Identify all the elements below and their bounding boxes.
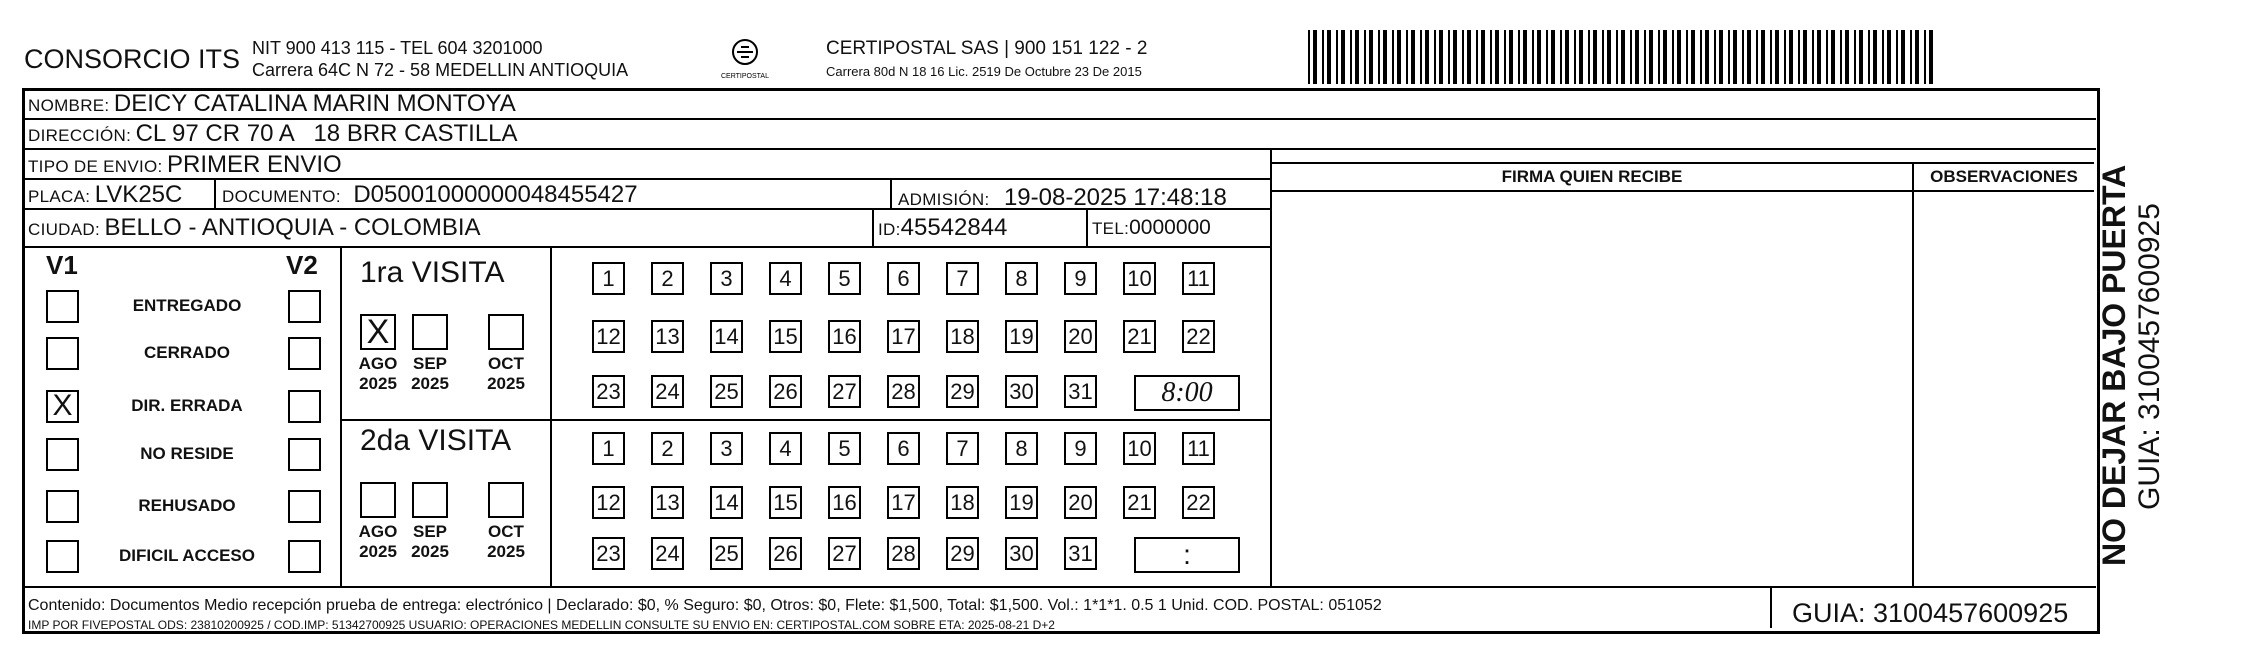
visit1-month-label: AGO xyxy=(358,354,398,373)
visit2-day-box[interactable]: 7 xyxy=(946,432,979,465)
barcode-bar xyxy=(1593,30,1597,84)
barcode-bar xyxy=(1434,30,1436,84)
visit1-day-box[interactable]: 28 xyxy=(887,375,920,408)
visit2-day-box[interactable]: 15 xyxy=(769,486,802,519)
status-label: DIR. ERRADA xyxy=(131,396,243,415)
visit2-day-box[interactable]: 12 xyxy=(592,486,625,519)
tel-field xyxy=(1092,216,1211,240)
visit1-year-label: 2025 xyxy=(411,374,449,393)
barcode-bar xyxy=(1770,30,1772,84)
visit2-day-box[interactable]: 4 xyxy=(769,432,802,465)
barcode-bar xyxy=(1462,30,1464,84)
visit1-day-box[interactable]: 18 xyxy=(946,320,979,353)
visit1-year-label: 2025 xyxy=(359,374,397,393)
barcode-bar xyxy=(1341,30,1345,84)
barcode-bar xyxy=(1728,30,1730,84)
barcode-bar xyxy=(1733,30,1737,84)
tel-label: TEL: xyxy=(1092,219,1130,238)
barcode-bar xyxy=(1588,30,1590,84)
observaciones-area[interactable] xyxy=(1916,192,2092,584)
status-label: DIFICIL ACCESO xyxy=(118,546,255,565)
visit2-day-box[interactable]: 31 xyxy=(1064,537,1097,570)
placa-value: LVK25C xyxy=(94,181,183,208)
company-name: CONSORCIO ITS xyxy=(24,44,241,74)
nit-line: NIT 900 413 115 - TEL 604 3201000 xyxy=(252,38,543,58)
documento-value: D05001000000048455427 xyxy=(353,181,638,208)
visit2-day-box[interactable]: 26 xyxy=(769,537,802,570)
v2-header: V2 xyxy=(286,250,318,280)
footer-line2: IMP POR FIVEPOSTAL ODS: 23810200925 / COD.IMP: 51342700925 USUARIO: OPERACIONES MEDELLIN CONSULTE SU ENVIO EN: CERTIPOSTAL.COM SOBRE ETA: 2025-08-21 D+2 xyxy=(28,618,1055,632)
barcode-bar xyxy=(1504,30,1506,84)
barcode-bar xyxy=(1700,30,1702,84)
barcode-bar xyxy=(1644,30,1646,84)
v1-checkbox[interactable]: X xyxy=(46,390,79,423)
barcode-bar xyxy=(1537,30,1541,84)
barcode-bar xyxy=(1560,30,1562,84)
visit1-title: 1ra VISITA xyxy=(360,256,505,289)
v1-checkbox[interactable] xyxy=(46,337,79,370)
visit1-day-box[interactable]: 24 xyxy=(651,375,684,408)
footer-line1: Contenido: Documentos Medio recepción prueba de entrega: electrónico | Declarado: $0, % Seguro: $0, Otros: $0, Flete: $1,500, Total: $1,500. Vol.: 1*1*1. 0.5 1 Unid. COD. POSTAL: 051052 xyxy=(28,597,1382,614)
barcode-bar xyxy=(1649,30,1653,84)
documento-field xyxy=(222,181,638,209)
ciudad-field xyxy=(28,214,481,242)
visit2-day-box[interactable]: 9 xyxy=(1064,432,1097,465)
barcode-bar xyxy=(1420,30,1422,84)
nombre-label: NOMBRE: xyxy=(28,96,110,115)
visit2-month-box[interactable] xyxy=(412,482,448,518)
visit1-year-label: 2025 xyxy=(487,374,525,393)
barcode-bar xyxy=(1453,30,1457,84)
observaciones-label: OBSERVACIONES xyxy=(1930,167,2078,186)
carrier-line: CERTIPOSTAL SAS | 900 151 122 - 2 xyxy=(826,38,1148,59)
barcode-bar xyxy=(1845,30,1849,84)
barcode-bar xyxy=(1546,30,1548,84)
admision-label: ADMISIÓN: xyxy=(898,190,990,209)
id-field xyxy=(878,214,1007,242)
barcode-bar xyxy=(1327,30,1331,84)
visit2-day-box[interactable]: 25 xyxy=(710,537,743,570)
visit1-day-box[interactable]: 16 xyxy=(828,320,861,353)
barcode-bar xyxy=(1840,30,1842,84)
barcode-bar xyxy=(1355,30,1359,84)
visit1-time-field[interactable]: 8:00 xyxy=(1134,375,1240,411)
barcode-bar xyxy=(1392,30,1394,84)
visit2-day-box[interactable]: 18 xyxy=(946,486,979,519)
visit1-day-box[interactable]: 22 xyxy=(1182,320,1215,353)
barcode-bar xyxy=(1565,30,1569,84)
certipostal-logo xyxy=(710,36,780,86)
visit1-month-label: OCT xyxy=(488,354,524,373)
barcode-bar xyxy=(1607,30,1611,84)
visit1-day-box[interactable]: 14 xyxy=(710,320,743,353)
visit1-day-box[interactable]: 10 xyxy=(1123,262,1156,295)
barcode-bar xyxy=(1677,30,1681,84)
barcode-bar xyxy=(1383,30,1387,84)
logo-text: CERTIPOSTAL xyxy=(721,73,769,80)
barcode-bar xyxy=(1854,30,1856,84)
barcode-bar xyxy=(1691,30,1695,84)
visit1-day-box[interactable]: 25 xyxy=(710,375,743,408)
visit2-time-field[interactable]: : xyxy=(1134,537,1240,573)
placa-field xyxy=(28,181,182,209)
barcode-bar xyxy=(1411,30,1415,84)
barcode-bar xyxy=(1364,30,1366,84)
barcode-bar xyxy=(1775,30,1779,84)
status-label: ENTREGADO xyxy=(132,296,242,315)
visit1-month-box[interactable]: X xyxy=(360,314,396,350)
barcode-bar xyxy=(1350,30,1352,84)
barcode-bar xyxy=(1448,30,1450,84)
barcode-bar xyxy=(1397,30,1401,84)
barcode-bar xyxy=(1635,30,1639,84)
barcode-bar xyxy=(1747,30,1751,84)
visit1-day-box[interactable]: 3 xyxy=(710,262,743,295)
visit1-month-box[interactable] xyxy=(488,314,524,350)
barcode-bar xyxy=(1630,30,1632,84)
visit2-title: 2da VISITA xyxy=(360,424,512,457)
barcode-bar xyxy=(1831,30,1835,84)
v1-checkbox[interactable] xyxy=(46,490,79,523)
barcode-bar xyxy=(1663,30,1667,84)
v2-checkbox[interactable] xyxy=(288,490,321,523)
firma-label: FIRMA QUIEN RECIBE xyxy=(1501,167,1683,186)
barcode-bar xyxy=(1406,30,1408,84)
side-text-1: NO DEJAR BAJO PUERTA xyxy=(2096,164,2132,566)
v1-header: V1 xyxy=(46,250,78,280)
barcode-bar xyxy=(1756,30,1758,84)
barcode-bar xyxy=(1322,30,1324,84)
carrier-address: Carrera 80d N 18 16 Lic. 2519 De Octubre 23 De 2015 xyxy=(826,64,1142,79)
documento-label: DOCUMENTO: xyxy=(222,187,341,206)
barcode-bar xyxy=(1551,30,1555,84)
barcode-bar xyxy=(1313,30,1317,84)
barcode-bar xyxy=(1901,30,1905,84)
visit2-day-box[interactable]: 6 xyxy=(887,432,920,465)
firma-area[interactable] xyxy=(1274,192,1910,584)
v2-checkbox[interactable] xyxy=(288,337,321,370)
visit2-year-label: 2025 xyxy=(359,542,397,561)
visit2-day-box[interactable]: 2 xyxy=(651,432,684,465)
side-text-2: GUIA: 3100457600925 xyxy=(2133,203,2166,510)
visit1-month-label: SEP xyxy=(412,354,448,373)
barcode-bar xyxy=(1439,30,1443,84)
visit2-month-label: AGO xyxy=(358,522,398,541)
admision-field xyxy=(898,184,1227,212)
visit1-day-box[interactable]: 12 xyxy=(592,320,625,353)
placa-label: PLACA: xyxy=(28,187,91,206)
barcode xyxy=(1306,30,1936,84)
barcode-bar xyxy=(1490,30,1492,84)
ciudad-label: CIUDAD: xyxy=(28,220,100,239)
visit2-day-box[interactable]: 10 xyxy=(1123,432,1156,465)
barcode-bar xyxy=(1518,30,1520,84)
direccion-label: DIRECCIÓN: xyxy=(28,126,132,145)
tipo-envio-label: TIPO DE ENVIO: xyxy=(28,157,163,176)
barcode-bar xyxy=(1896,30,1898,84)
visit1-day-box[interactable]: 4 xyxy=(769,262,802,295)
barcode-bar xyxy=(1532,30,1534,84)
visit1-day-box[interactable]: 21 xyxy=(1123,320,1156,353)
barcode-bar xyxy=(1705,30,1709,84)
barcode-bar xyxy=(1495,30,1499,84)
status-label: CERRADO xyxy=(144,343,230,362)
barcode-bar xyxy=(1924,30,1926,84)
barcode-bar xyxy=(1761,30,1765,84)
barcode-bar xyxy=(1873,30,1877,84)
barcode-bar xyxy=(1378,30,1380,84)
visit2-day-box[interactable]: 22 xyxy=(1182,486,1215,519)
barcode-bar xyxy=(1621,30,1625,84)
visit2-day-box[interactable]: 17 xyxy=(887,486,920,519)
visit1-day-box[interactable]: 8 xyxy=(1005,262,1038,295)
visit2-day-box[interactable]: 5 xyxy=(828,432,861,465)
visit1-day-box[interactable]: 5 xyxy=(828,262,861,295)
barcode-bar xyxy=(1789,30,1793,84)
visit1-day-box[interactable]: 29 xyxy=(946,375,979,408)
barcode-bar xyxy=(1803,30,1807,84)
v2-checkbox[interactable] xyxy=(288,438,321,471)
barcode-bar xyxy=(1672,30,1674,84)
v2-checkbox[interactable] xyxy=(288,540,321,573)
visit1-day-box[interactable]: 13 xyxy=(651,320,684,353)
visit2-day-box[interactable]: 21 xyxy=(1123,486,1156,519)
visit2-day-box[interactable]: 27 xyxy=(828,537,861,570)
v1-checkbox[interactable] xyxy=(46,290,79,323)
barcode-bar xyxy=(1616,30,1618,84)
barcode-bar xyxy=(1868,30,1870,84)
visit1-day-box[interactable]: 15 xyxy=(769,320,802,353)
barcode-bar xyxy=(1784,30,1786,84)
barcode-bar xyxy=(1714,30,1716,84)
visit1-day-box[interactable]: 6 xyxy=(887,262,920,295)
visit2-day-box[interactable]: 19 xyxy=(1005,486,1038,519)
tipo-envio-field xyxy=(28,151,342,179)
id-label: ID: xyxy=(878,220,901,239)
visit1-day-box[interactable]: 2 xyxy=(651,262,684,295)
visit2-month-label: SEP xyxy=(412,522,448,541)
visit1-day-box[interactable]: 1 xyxy=(592,262,625,295)
direccion-field xyxy=(28,120,518,148)
visit1-month-box[interactable] xyxy=(412,314,448,350)
visit1-day-box[interactable]: 23 xyxy=(592,375,625,408)
barcode-bar xyxy=(1798,30,1800,84)
v2-checkbox[interactable] xyxy=(288,290,321,323)
footer-guia: GUIA: 3100457600925 xyxy=(1792,598,2069,628)
barcode-bar xyxy=(1812,30,1814,84)
direccion-value: CL 97 CR 70 A 18 BRR CASTILLA xyxy=(135,120,518,147)
visit2-day-box[interactable]: 14 xyxy=(710,486,743,519)
barcode-bar xyxy=(1574,30,1576,84)
visit2-day-box[interactable]: 24 xyxy=(651,537,684,570)
tipo-envio-value: PRIMER ENVIO xyxy=(167,151,342,178)
visit1-day-box[interactable]: 19 xyxy=(1005,320,1038,353)
barcode-bar xyxy=(1859,30,1863,84)
barcode-bar xyxy=(1719,30,1723,84)
visit2-day-box[interactable]: 30 xyxy=(1005,537,1038,570)
visit1-day-box[interactable]: 9 xyxy=(1064,262,1097,295)
nombre-field xyxy=(28,90,516,118)
barcode-bar xyxy=(1602,30,1604,84)
id-value: 45542844 xyxy=(900,214,1008,241)
visit2-day-box[interactable]: 29 xyxy=(946,537,979,570)
visit2-day-box[interactable]: 16 xyxy=(828,486,861,519)
status-label: NO RESIDE xyxy=(140,444,234,463)
visit2-month-box[interactable] xyxy=(360,482,396,518)
ciudad-value: BELLO - ANTIOQUIA - COLOMBIA xyxy=(104,214,481,241)
company-address: Carrera 64C N 72 - 58 MEDELLIN ANTIOQUIA xyxy=(252,60,629,80)
status-label: REHUSADO xyxy=(138,496,236,515)
barcode-bar xyxy=(1929,30,1933,84)
visit1-day-box[interactable]: 30 xyxy=(1005,375,1038,408)
barcode-bar xyxy=(1579,30,1583,84)
barcode-bar xyxy=(1742,30,1744,84)
barcode-bar xyxy=(1882,30,1884,84)
visit1-day-box[interactable]: 17 xyxy=(887,320,920,353)
barcode-bar xyxy=(1425,30,1429,84)
barcode-bar xyxy=(1509,30,1513,84)
visit2-year-label: 2025 xyxy=(411,542,449,561)
barcode-bar xyxy=(1523,30,1527,84)
visit2-month-label: OCT xyxy=(488,522,524,541)
v1-checkbox[interactable] xyxy=(46,540,79,573)
admision-value: 19-08-2025 17:48:18 xyxy=(1003,184,1227,211)
visit1-day-box[interactable]: 31 xyxy=(1064,375,1097,408)
barcode-bar xyxy=(1915,30,1919,84)
visit2-day-box[interactable]: 23 xyxy=(592,537,625,570)
visit2-month-box[interactable] xyxy=(488,482,524,518)
visit2-day-box[interactable]: 11 xyxy=(1182,432,1215,465)
barcode-bar xyxy=(1658,30,1660,84)
barcode-bar xyxy=(1476,30,1478,84)
visit1-day-box[interactable]: 20 xyxy=(1064,320,1097,353)
barcode-bar xyxy=(1369,30,1373,84)
visit2-day-box[interactable]: 3 xyxy=(710,432,743,465)
visit2-day-box[interactable]: 20 xyxy=(1064,486,1097,519)
nombre-value: DEICY CATALINA MARIN MONTOYA xyxy=(113,90,516,117)
barcode-bar xyxy=(1817,30,1821,84)
barcode-bar xyxy=(1467,30,1471,84)
v2-checkbox[interactable] xyxy=(288,390,321,423)
visit2-year-label: 2025 xyxy=(487,542,525,561)
visit1-day-box[interactable]: 27 xyxy=(828,375,861,408)
visit1-day-box[interactable]: 26 xyxy=(769,375,802,408)
visit2-day-box[interactable]: 13 xyxy=(651,486,684,519)
v1-checkbox[interactable] xyxy=(46,438,79,471)
barcode-bar xyxy=(1910,30,1912,84)
visit2-day-box[interactable]: 8 xyxy=(1005,432,1038,465)
visit1-day-box[interactable]: 11 xyxy=(1182,262,1215,295)
visit2-day-box[interactable]: 28 xyxy=(887,537,920,570)
barcode-bar xyxy=(1826,30,1828,84)
visit2-day-box[interactable]: 1 xyxy=(592,432,625,465)
barcode-bar xyxy=(1887,30,1891,84)
tel-value: 0000000 xyxy=(1129,216,1211,239)
visit1-day-box[interactable]: 7 xyxy=(946,262,979,295)
barcode-bar xyxy=(1686,30,1688,84)
barcode-bar xyxy=(1481,30,1485,84)
barcode-bar xyxy=(1336,30,1338,84)
barcode-bar xyxy=(1308,30,1310,84)
